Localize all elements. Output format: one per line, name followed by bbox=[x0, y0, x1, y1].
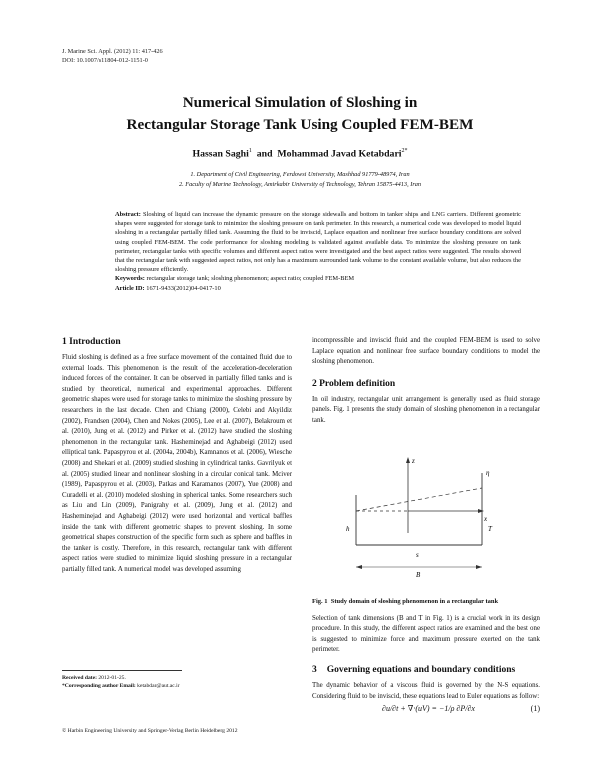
article-id-label: Article ID: bbox=[115, 284, 145, 292]
footnote-divider bbox=[62, 670, 182, 671]
governing-text: The dynamic behavior of a viscous fluid is governed by the N-S equations. Considering fluid to be inviscid, these equations lead to Euler equations as follow: bbox=[312, 681, 540, 700]
received-label: Received date: bbox=[62, 675, 97, 681]
tank-diagram bbox=[312, 433, 540, 593]
title-line-2: Rectangular Storage Tank Using Coupled FEM-BEM bbox=[126, 116, 474, 133]
free-surface-line bbox=[356, 488, 482, 511]
keywords-label: Keywords: bbox=[115, 275, 145, 283]
equation-number: (1) bbox=[530, 704, 540, 714]
affiliation-2: 2. Faculty of Marine Technology, Amirkabir University of Technology, Tehran 15875-4413, Iran bbox=[178, 180, 422, 188]
right-column bbox=[312, 336, 540, 715]
label-h: h bbox=[346, 524, 350, 533]
journal-doi: DOI: 10.1007/s11804-012-1151-0 bbox=[62, 56, 148, 64]
figure-1 bbox=[312, 433, 540, 593]
fig-caption-label: Fig. 1 bbox=[312, 597, 328, 605]
author-2-sup: 2* bbox=[401, 148, 408, 154]
label-b: B bbox=[416, 570, 421, 579]
selection-text: Selection of tank dimensions (B and T in Fig. 1) is a crucial work in its design procedure. In this study, the different aspect ratios are examined and the best one is suggested to minimize force and maximum pressure exerted on the tank perimeter. bbox=[312, 614, 540, 654]
z-arrow-icon bbox=[406, 457, 410, 463]
received-date: 2012-01-25. bbox=[98, 675, 126, 681]
intro-heading: 1 Introduction bbox=[62, 337, 121, 347]
affiliation-1: 1. Department of Civil Engineering, Ferdowsi University, Mashhad 91779-48974, Iran bbox=[190, 171, 410, 178]
author-and: and bbox=[256, 148, 273, 160]
euler-equation: ∂u/∂t + ∇·(uV) = −1/ρ ∂P/∂x bbox=[382, 704, 475, 714]
label-eta: η bbox=[486, 468, 490, 477]
dim-arrow-right-icon bbox=[476, 565, 482, 569]
corresponding-email: ketabdar@aut.ac.ir bbox=[137, 683, 180, 689]
article-id-text: 1671-9433(2012)04-0417-10 bbox=[146, 284, 221, 292]
label-t: T bbox=[488, 524, 492, 533]
affiliations bbox=[62, 170, 538, 189]
dim-arrow-left-icon bbox=[356, 565, 362, 569]
label-x: x bbox=[484, 514, 488, 523]
gov-heading-text: Governing equations and boundary conditions bbox=[326, 664, 516, 675]
label-s: s bbox=[416, 550, 419, 559]
keywords-text: rectangular storage tank; sloshing phenomenon; aspect ratio; coupled FEM-BEM bbox=[146, 275, 355, 283]
title-line-1: Numerical Simulation of Sloshing in bbox=[182, 94, 418, 111]
author-1-sup: 1 bbox=[248, 148, 252, 154]
footnote bbox=[62, 674, 180, 690]
author-list bbox=[62, 148, 538, 159]
abstract-label: Abstract: bbox=[115, 211, 141, 218]
figure-1-caption bbox=[312, 597, 540, 606]
governing-heading bbox=[312, 664, 540, 677]
equation-1 bbox=[312, 704, 540, 715]
fig-caption-text: Study domain of sloshing phenomenon in a rectangular tank bbox=[330, 597, 499, 605]
label-z: z bbox=[412, 456, 415, 465]
author-1: Hassan Saghi bbox=[192, 148, 249, 160]
author-2: Mohammad Javad Ketabdari bbox=[277, 148, 402, 160]
journal-header bbox=[62, 48, 163, 65]
problem-text: In oil industry, rectangular unit arrangement is generally used as fluid storage panels. Fig. 1 presents the study domain of sloshing phenomenon in a rectangular tank. bbox=[312, 395, 540, 424]
paper-title bbox=[62, 92, 538, 136]
intro-continued: incompressible and inviscid fluid and the coupled FEM-BEM is used to solve Laplace equation and nonlinear free surface boundary conditions to model the sloshing phenomenon. bbox=[312, 337, 540, 366]
left-column bbox=[62, 336, 292, 575]
intro-text: Fluid sloshing is defined as a free surface movement of the contained fluid due to external loads. This phenomenon is the result of the acceleration-deceleration induced forces of the container. It can be observed in partially filled tanks and is studied by theoretical, numerical and experimental approaches. Different geometric shapes were used for storage tanks to minimize the sloshing pressure by researchers in the last decade. Chen and Chiang (2000), Celebi and Akyildiz (2002), Frandsen (2004), Chen and Nokes (2005), Lee et al. (2007), Belakroum et al. (2010), Jung et al. (2012) and Pirker et al. (2012) have studied the sloshing phenomenon in the rectangular tank. Hasheminejad and Aghabeigi (2012) used elliptical tank. Papaspyrou et al. (2004a, 2004b), Kamnanos et al. (2006), Wiesche (2008) and Shekari et al. (2009) studied sloshing in cylindrical tanks. Gavrilyuk et al. (2005) studied linear and nonlinear sloshing in a circular conical tank. Mciver (1989), Papaspyrou et al. (2003), Patkas and Karamanos (2007), Yue (2008) and Curadelli et al. (2010) modeled sloshing in spherical tanks. Some researchers such as Liu and Lin (2009), Panigrahy et al. (2009), Jung et al. (2012) and Hasheminejad and Aghabeigi (2012) were used horizontal and vertical baffles inside the tank with different geometric shapes to prevent sloshing. In some geometrical shapes construction of the specific form such as sphere and baffles in the tanker is costly. Therefore, in this research, rectangular tank with different aspect ratios were studied to minimize liquid sloshing pressure in a rectangular partially filled tank. A numerical model was developed assuming bbox=[62, 354, 292, 573]
gov-heading-number: 3 bbox=[312, 664, 317, 675]
journal-citation: J. Marine Sci. Appl. (2012) 11: 417-426 bbox=[62, 48, 163, 55]
x-arrow-icon bbox=[478, 509, 484, 513]
problem-heading: 2 Problem definition bbox=[312, 378, 396, 389]
corresponding-label: *Corresponding author Email: bbox=[62, 683, 136, 689]
abstract bbox=[115, 210, 521, 293]
copyright: © Harbin Engineering University and Springer-Verlag Berlin Heidelberg 2012 bbox=[62, 728, 238, 734]
abstract-text: Sloshing of liquid can increase the dynamic pressure on the storage sidewalls and bottom in tanker ships and LNG carriers. Different geometric shapes were suggested for storage tank to minimize the sloshing pressure on tank perimeter. In this research, a numerical code was developed to model liquid sloshing in a rectangular partially filled tank. Assuming the fluid to be inviscid, Laplace equation and nonlinear free surface boundary conditions are solved using coupled FEM-BEM. The code performance for sloshing modeling is validated against available data. To minimize the sloshing pressure on tank perimeter, rectangular tanks with specific volumes and different aspect ratios were investigated and the best aspect ratios were suggested. The results showed that the rectangular tank with suggested aspect ratios, not only has a maximum surrounded tank volume to the constant available volume, but also reduces the sloshing pressure efficiently. bbox=[115, 211, 521, 274]
